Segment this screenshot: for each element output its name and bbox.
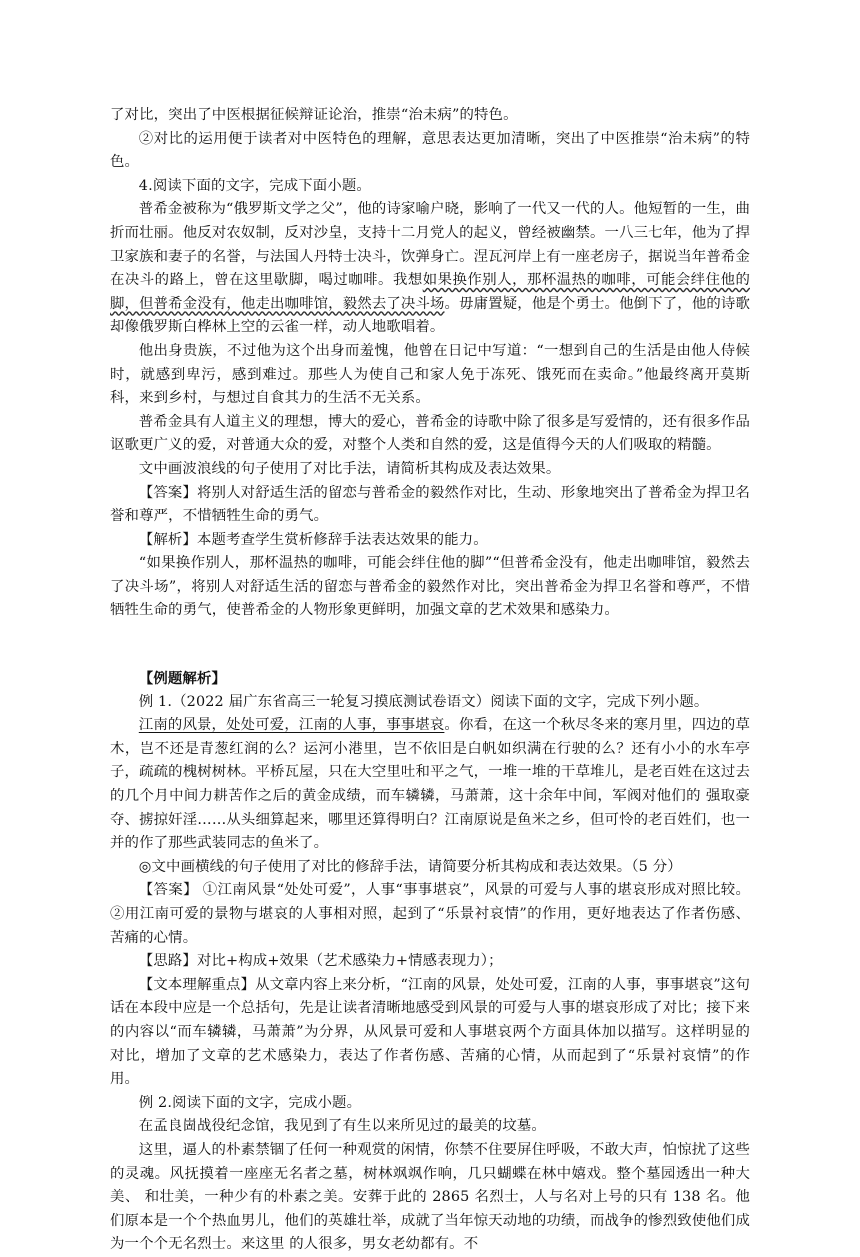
question-text: ◎文中画横线的句子使用了对比的修辞手法，请简要分析其构成和表达效果。（5 分） bbox=[138, 858, 682, 875]
analysis-paragraph: 【文本理解重点】从文章内容上来分析，“江南的风景，处处可爱，江南的人事，事事堪哀”这句话在本段中应是一个总括句，先是让读者清晰地感受到风景的可爱与人事的堪哀形成了对比；接下来的内容以“而车辚辚，马萧萧”为分界，从风景可爱和人事堪哀两个方面具体加以描写。这样明显的对比，增加了文章的艺术感染力，表达了作者伤感、苦痛的心情，从而起到了“乐景衬哀情”的作用。 bbox=[110, 976, 750, 1088]
paragraph: ②对比的运用便于读者对中医特色的理解，意思表达更加清晰，突出了中医推崇“治未病”的特色。 bbox=[110, 130, 750, 171]
text-span: 普希金被称为“俄罗斯文学之父”，他的诗家喻户晓，影响了一代又一代的人。他短暂的一生，曲折而壮丽。他反对农奴制，反对沙皇，支持十二月党人的起义，曾经被幽禁。一八三七年，他为了捍卫家族和妻子的名誉，与法国人丹特士决斗，饮弹身亡。涅瓦河岸上有一座老房子，据说当年普希金在决斗的路上，曾在这里歇脚，喝过咖啡。我想 bbox=[110, 201, 750, 289]
passage-paragraph: 普希金具有人道主义的理想，博大的爱心，普希金的诗歌中除了很多是写爱情的，还有很多作品讴歌更广义的爱，对普通大众的爱，对整个人类和自然的爱，这是值得今天的人们吸取的精髓。 bbox=[110, 413, 750, 454]
passage-paragraph: 这里，逼人的朴素禁锢了任何一种观赏的闲情，你禁不住要屏住呼吸，不敢大声，怕惊扰了这些 的灵魂。风抚摸着一座座无名者之墓，树林飒飒作响，几只蝴蝶在林中嬉戏。整个墓园透出一种大美、 和壮美，一种少有的朴素之美。安葬于此的 2865 名烈士，人与名对上号的只有 138 名。他们原本是一个个热血男儿，他们的英雄壮举，成就了当年惊天动地的功绩，而战争的惨烈致使他们成为一个个无名烈士。来这里 的人很多，男女老幼都有。不 bbox=[110, 1141, 750, 1253]
answer-paragraph: 【答案】将别人对舒适生活的留恋与普希金的毅然作对比，生动、形象地突出了普希金为捍卫名誉和尊严，不惜牺牲生命的勇气。 bbox=[110, 484, 750, 525]
passage-paragraph bbox=[110, 714, 750, 856]
section-gap bbox=[110, 623, 750, 667]
passage-paragraph: 他出身贵族，不过他为这个出身而羞愧，他曾在日记中写道：“一想到自己的生活是由他人侍候时，就感到卑污，感到难过。那些人为使自己和家人免于冻死、饿死而在卖命。”他最终离开莫斯科，来到乡村，与想过自食其力的生活不无关系。 bbox=[110, 342, 750, 407]
passage-paragraph bbox=[110, 198, 750, 340]
paragraph: 了对比，突出了中医根据征候辩证论治，推崇“治未病”的特色。 bbox=[110, 107, 518, 123]
section-title: 【例题解析】 bbox=[138, 670, 227, 688]
example-heading: 例 2.阅读下面的文字，完成小题。 bbox=[138, 1094, 362, 1111]
answer-paragraph: 【答案】 ①江南风景“处处可爱”，人事“事事堪哀”，风景的可爱与人事的堪哀形成对照比较。②用江南可爱的景物与堪哀的人事相对照，起到了“乐景衬哀情”的作用，更好地表达了作者伤感、苦痛的心情。 bbox=[110, 882, 750, 946]
question-text: 文中画波浪线的句子使用了对比手法，请简析其构成及表达效果。 bbox=[138, 460, 561, 477]
text-span: 。毋庸置疑，他是个勇士。他倒下了，他的诗歌却像俄罗斯白桦林上空的云雀一样，动人地歌唱着。 bbox=[110, 295, 750, 336]
analysis-paragraph: “如果换作别人，那杯温热的咖啡，可能会绊住他的脚”“但普希金没有，他走出咖啡馆，毅然去了决斗场”，将别人对舒适生活的留恋与普希金的毅然作对比，突出普希金为捍卫名誉和尊严，不惜牺牲生命的勇气，使普希金的人物形象更鲜明，加强文章的艺术效果和感染力。 bbox=[110, 555, 750, 619]
wavy-underlined-sentence: 如果换作别人，那杯温热的咖啡，可能会绊住他的脚，但普希金没有，他走出咖啡馆，毅然去了决斗场 bbox=[110, 272, 750, 312]
analysis-paragraph: 【解析】本题考查学生赏析修辞手法表达效果的能力。 bbox=[138, 531, 488, 548]
example-heading: 例 1.（2022 届广东省高三一轮复习摸底测试卷语文）阅读下面的文字，完成下列小题。 bbox=[138, 693, 709, 710]
question-heading: 4.阅读下面的文字，完成下面小题。 bbox=[138, 177, 371, 194]
passage-paragraph: 在孟良崮战役纪念馆，我见到了有生以来所见过的最美的坟墓。 bbox=[138, 1118, 546, 1135]
text-span: 。你看，在这一个秋尽冬来的寒月里，四边的草木，岂不还是青葱红润的么？运河小港里，岂不依旧是白帆如织满在行驶的么？还有小小的水车亭子，疏疏的槐树树林。平桥瓦屋，只在大空里吐和平之气，一堆一堆的干草堆儿，是老百姓在这过去的几个月中间力耕苦作之后的黄金成绩，而车辚辚，马萧萧，这十余年中间，军阀对他们的 强取豪夺、掳掠奸淫……从头细算起来，哪里还算得明白？江南原说是鱼米之乡，但可怜的老百姓们，也一并的作了那些武装同志的鱼米了。 bbox=[110, 717, 750, 852]
underlined-sentence: 江南的风景，处处可爱，江南的人事，事事堪哀 bbox=[138, 717, 445, 734]
approach-paragraph: 【思路】对比+构成+效果（艺术感染力+情感表现力）； bbox=[138, 953, 503, 970]
